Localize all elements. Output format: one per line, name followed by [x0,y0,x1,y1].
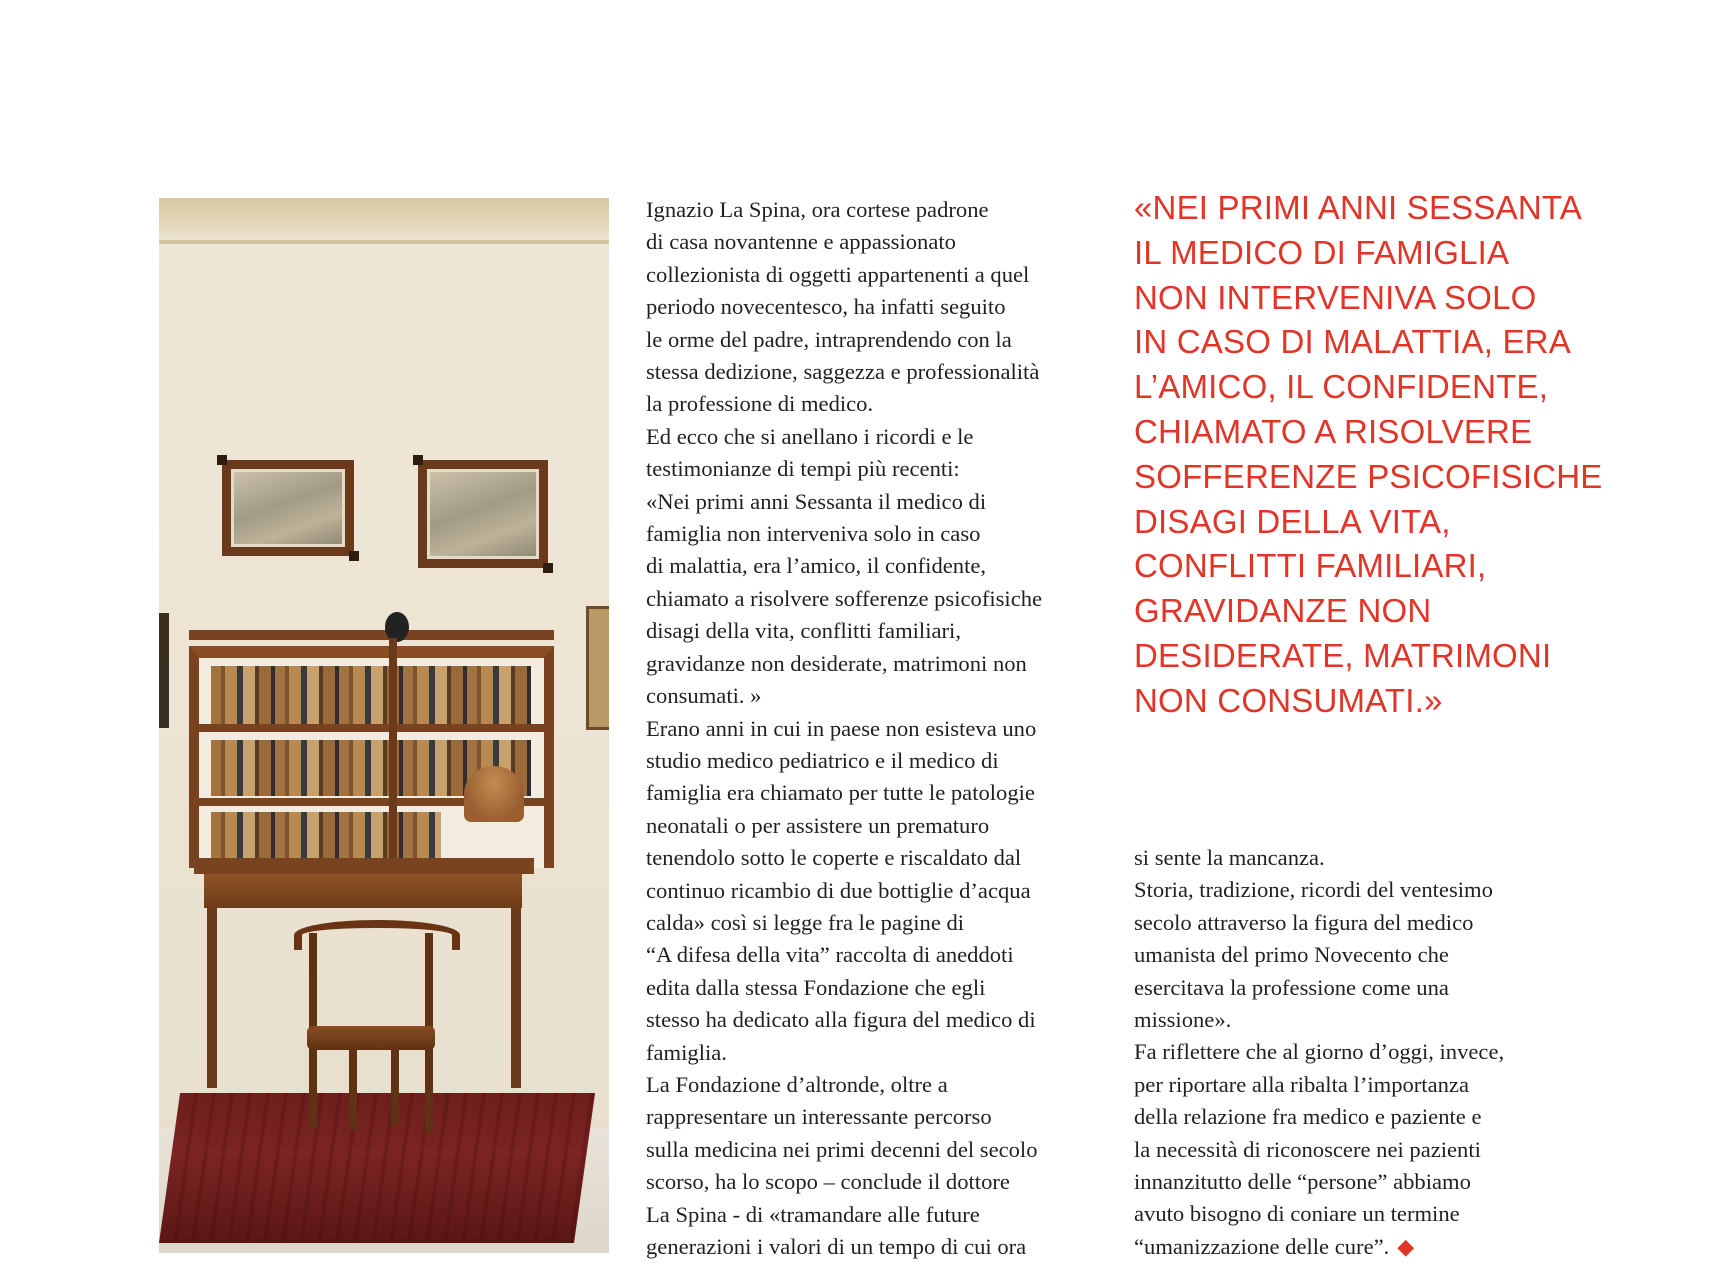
text-line: famiglia era chiamato per tutte le patologie [646,780,1035,806]
text-line: stessa dedizione, saggezza e professionalità [646,359,1040,385]
bookcase [189,646,554,868]
text-line: «Nei primi anni Sessanta il medico di [646,488,987,514]
text-line: testimonianze di tempi più recenti: [646,456,960,482]
text-line: IN CASO DI MALATTIA, ERA [1134,323,1571,361]
text-line: NON CONSUMATI.» [1134,681,1443,719]
text-line: continuo ricambio di due bottiglie d’acqua [646,877,1031,903]
text-line: “umanizzazione delle cure”. [1134,1233,1390,1259]
text-line: DESIDERATE, MATRIMONI [1134,636,1552,674]
text-line: scorso, ha lo scopo – conclude il dottore [646,1169,1010,1195]
text-line: avuto bisogno di coniare un termine [1134,1201,1460,1227]
text-line: missione». [1134,1007,1232,1033]
wall-frame-right [586,606,609,730]
text-line: periodo novecentesco, ha infatti seguito [646,294,1006,320]
text-line: generazioni i valori di un tempo di cui ora [646,1234,1027,1259]
text-line: la professione di medico. [646,391,874,417]
ceiling-cornice [159,198,609,240]
study-room-photo [159,198,609,1253]
text-line: famiglia. [646,1039,727,1065]
text-line: le orme del padre, intraprendendo con la [646,326,1012,352]
text-line: DISAGI DELLA VITA, [1134,502,1451,540]
red-rug [159,1093,595,1243]
text-line: per riportare alla ribalta l’importanza [1134,1071,1469,1097]
text-line: edita dalla stessa Fondazione che egli [646,974,986,1000]
text-line: neonatali o per assistere un prematuro [646,812,990,838]
text-line: gravidanze non desiderate, matrimoni non [646,650,1027,676]
text-line: stesso ha dedicato alla figura del medico di [646,1007,1036,1033]
wall-object-left [159,613,169,728]
text-line: umanista del primo Novecento che [1134,942,1449,968]
text-line: di casa novantenne e appassionato [646,229,956,255]
text-line: di malattia, era l’amico, il confidente, [646,553,987,579]
text-line: esercitava la professione come una [1134,974,1449,1000]
text-line: chiamato a risolvere sofferenze psicofisiche [646,585,1043,611]
text-line: Ignazio La Spina, ora cortese padrone [646,197,989,222]
text-line: La Fondazione d’altronde, oltre a [646,1071,948,1097]
text-line: studio medico pediatrico e il medico di [646,747,999,773]
desk-leg [207,908,217,1088]
chair-seat [307,1026,435,1050]
framed-drawing-left [222,460,354,556]
text-line: collezionista di oggetti appartenenti a quel [646,261,1030,287]
desk-apron [204,874,522,908]
body-column-left [646,194,1106,1263]
text-line: La Spina - di «tramandare alle future [646,1201,980,1227]
end-of-article-diamond-icon: ◆ [1397,1234,1415,1260]
bookcase-post [389,638,397,868]
text-line: Fa riflettere che al giorno d’oggi, invece, [1134,1039,1505,1065]
cornice-line [159,240,609,244]
pull-quote [1134,186,1694,724]
text-line: NON INTERVENIVA SOLO [1134,278,1537,316]
text-line: «NEI PRIMI ANNI SESSANTA [1134,189,1582,226]
text-line: CONFLITTI FAMILIARI, [1134,547,1487,585]
chair-leg [349,1050,357,1130]
books-row-3 [211,812,441,862]
text-line: IL MEDICO DI FAMIGLIA [1134,233,1510,271]
text-line: la necessità di riconoscere nei pazienti [1134,1136,1481,1162]
text-line: innanzitutto delle “persone” abbiamo [1134,1169,1471,1195]
text-line: Storia, tradizione, ricordi del ventesimo [1134,877,1493,903]
chair-leg [391,1050,399,1125]
text-line: rappresentare un interessante percorso [646,1104,992,1130]
body-column-right [1134,842,1594,1264]
text-line: famiglia non interveniva solo in caso [646,521,981,547]
text-line: Ed ecco che si anellano i ricordi e le [646,423,974,449]
text-line-last [1134,1231,1594,1264]
text-line: L’AMICO, IL CONFIDENTE, [1134,368,1549,406]
bookcase-top-rail [189,630,554,640]
text-line: “A difesa della vita” raccolta di aneddoti [646,942,1014,968]
text-line: consumati. » [646,683,762,709]
text-line: tenendolo sotto le coperte e riscaldato dal [646,845,1022,871]
text-line: secolo attraverso la figura del medico [1134,909,1474,935]
text-line: SOFFERENZE PSICOFISICHE [1134,457,1603,495]
text-line: della relazione fra medico e paziente e [1134,1104,1482,1130]
text-line: CHIAMATO A RISOLVERE [1134,412,1533,450]
text-line: si sente la mancanza. [1134,845,1325,870]
chair-back [294,920,460,950]
text-line: calda» così si legge fra le pagine di [646,909,965,935]
text-line: sulla medicina nei primi decenni del secolo [646,1136,1038,1162]
framed-drawing-right [418,460,548,568]
desk-top [194,858,534,874]
shelf-1 [199,724,544,732]
books-row-1 [211,666,531,724]
desk-lamp [464,766,524,822]
text-line: GRAVIDANZE NON [1134,592,1432,630]
desk-leg [511,908,521,1088]
text-line: Erano anni in cui in paese non esisteva uno [646,715,1037,741]
text-line: disagi della vita, conflitti familiari, [646,618,961,644]
